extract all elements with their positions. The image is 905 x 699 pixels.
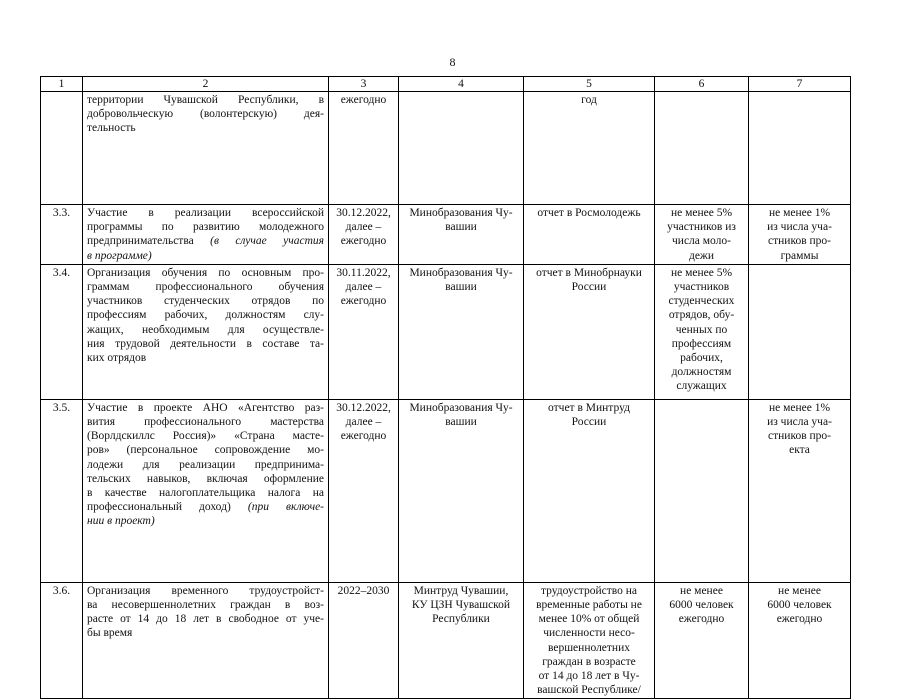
description-line — [87, 486, 324, 500]
responsible-executor-line: вашии — [445, 221, 477, 234]
indicator-primary-line: 6000 человек — [669, 599, 734, 612]
description-text: Участие в реализации всероссийской — [87, 207, 324, 219]
deadline-line: 30.11.2022, — [336, 266, 391, 279]
deadline — [329, 399, 399, 582]
indicator-secondary-line: из числа уча- — [767, 221, 832, 234]
indicator-primary — [655, 205, 749, 265]
description-text: Организация временного трудоустройст- — [87, 584, 324, 597]
measure-description — [83, 399, 329, 582]
column-number: 3 — [329, 77, 399, 92]
description-line — [87, 626, 324, 640]
result-form — [524, 582, 655, 699]
measure-description — [83, 92, 329, 205]
indicator-primary — [655, 92, 749, 205]
measure-description — [83, 582, 329, 699]
indicator-secondary — [749, 92, 851, 205]
page-number: 8 — [449, 55, 456, 69]
description-line — [87, 121, 324, 135]
description-text: ния трудовой деятельности в составе та- — [87, 337, 324, 350]
result-form-line: отчет в Минтруд — [548, 401, 630, 414]
description-text: профессиональный доход) — [87, 501, 248, 514]
indicator-secondary-line: граммы — [780, 249, 819, 262]
column-number: 4 — [399, 77, 524, 92]
column-number: 2 — [83, 77, 329, 92]
indicator-secondary-line: из числа уча- — [767, 416, 832, 429]
description-note: нии в проект) — [87, 515, 155, 528]
responsible-executor — [399, 205, 524, 265]
description-line — [87, 266, 324, 280]
result-form-line: временные работы не — [536, 599, 642, 612]
description-text: ких отрядов — [87, 352, 147, 365]
column-number: 7 — [749, 77, 851, 92]
item-number: 3.3. — [41, 205, 83, 265]
description-text: тельских навыков, включая оформление — [87, 472, 324, 485]
deadline-line: ежегодно — [340, 235, 387, 248]
column-number: 5 — [524, 77, 655, 92]
description-text: профессиям рабочих, должностям слу- — [87, 309, 324, 322]
deadline-line: ежегодно — [340, 295, 387, 308]
measures-table — [40, 76, 851, 699]
responsible-executor-line: Республики — [432, 613, 490, 626]
indicator-primary-line: дежи — [688, 249, 715, 262]
description-line — [87, 612, 324, 626]
description-line — [87, 401, 324, 415]
responsible-executor — [399, 399, 524, 582]
description-text: ров» (персональное сопровождение мо- — [87, 444, 324, 457]
indicator-primary-line: должностям — [671, 366, 732, 379]
description-line — [87, 514, 324, 528]
column-number: 1 — [41, 77, 83, 92]
deadline-line: далее – — [345, 221, 382, 234]
description-line — [87, 206, 324, 220]
item-number: 3.6. — [41, 582, 83, 699]
indicator-secondary — [749, 582, 851, 699]
description-note: в программе) — [87, 249, 152, 262]
description-line — [87, 107, 324, 121]
indicator-primary-line: не менее 5% — [670, 207, 733, 219]
description-line — [87, 294, 324, 308]
indicator-primary-line: участников из — [667, 221, 736, 234]
result-form-line: вершеннолетних — [547, 641, 630, 654]
indicator-secondary-line: екта — [789, 444, 810, 457]
indicator-secondary — [749, 399, 851, 582]
responsible-executor-line: Минобразования Чу- — [409, 266, 513, 279]
indicator-secondary-line: стников про- — [768, 235, 831, 248]
description-line — [87, 443, 324, 457]
description-text: Участие в проекте АНО «Агентство раз- — [87, 401, 324, 414]
result-form-line: отчет в Минобрнауки — [536, 266, 642, 279]
item-number: 3.5. — [41, 399, 83, 582]
indicator-primary-line: участников — [673, 281, 730, 294]
deadline — [329, 92, 399, 205]
table-row — [41, 92, 851, 205]
indicator-secondary — [749, 264, 851, 399]
indicator-secondary-line: стников про- — [768, 430, 831, 443]
table-row — [41, 205, 851, 265]
description-text: тельность — [87, 122, 136, 135]
description-line — [87, 598, 324, 612]
deadline — [329, 582, 399, 699]
indicator-primary-line: не менее 5% — [670, 266, 733, 279]
result-form-line: России — [571, 281, 607, 294]
description-line — [87, 458, 324, 472]
description-text: добровольческую (волонтерскую) дея- — [87, 108, 324, 121]
description-text: расте от 14 до 18 лет в свободное от уче- — [87, 613, 324, 626]
description-line — [87, 220, 324, 234]
description-note: (в случае участия — [210, 235, 324, 248]
indicator-secondary-line: не менее 1% — [768, 401, 831, 414]
description-text: территории Чувашской Республики, в — [87, 94, 324, 106]
deadline — [329, 205, 399, 265]
table-row — [41, 399, 851, 582]
indicator-primary-line: числа моло- — [672, 235, 731, 248]
description-text: в качестве налогоплательщика налога на — [87, 487, 324, 500]
description-text: предпринимательства — [87, 235, 211, 248]
description-line — [87, 429, 324, 443]
responsible-executor — [399, 582, 524, 699]
result-form-line: вашской Республике/ — [537, 684, 641, 697]
indicator-primary-line: ченных по — [675, 323, 728, 336]
indicator-secondary-line: 6000 человек — [767, 599, 832, 612]
description-line — [87, 308, 324, 322]
description-text: (Ворлдскиллс Россия)» «Страна масте- — [87, 430, 324, 443]
description-line — [87, 351, 324, 365]
indicator-secondary-line: ежегодно — [776, 613, 823, 626]
description-text: граммам профессионального обучения — [87, 281, 324, 294]
deadline-line: ежегодно — [340, 430, 387, 443]
description-line — [87, 323, 324, 337]
description-line — [87, 415, 324, 429]
measure-description — [83, 205, 329, 265]
indicator-secondary — [749, 205, 851, 265]
responsible-executor-line: вашии — [445, 416, 477, 429]
description-text: вития профессионального мастерства — [87, 416, 324, 429]
description-line — [87, 93, 324, 107]
responsible-executor-line: Минтруд Чувашии, — [413, 584, 509, 597]
item-number — [41, 92, 83, 205]
responsible-executor-line: вашии — [445, 281, 477, 294]
deadline-line: 30.12.2022, — [336, 207, 391, 219]
description-line — [87, 337, 324, 351]
indicator-primary-line: не менее — [680, 584, 723, 597]
description-line — [87, 280, 324, 294]
deadline-line: 30.12.2022, — [336, 401, 391, 414]
indicator-primary-line: отрядов, обу- — [668, 309, 735, 322]
description-line — [87, 584, 324, 598]
description-text: лодежи для реализации предпринима- — [87, 458, 324, 471]
description-text: Организация обучения по основным про- — [87, 266, 324, 279]
table-row — [41, 582, 851, 699]
indicator-primary-line: ежегодно — [678, 613, 725, 626]
description-line — [87, 234, 324, 248]
result-form — [524, 264, 655, 399]
responsible-executor-line: Минобразования Чу- — [409, 401, 513, 414]
description-note: (при включе- — [247, 501, 324, 514]
responsible-executor-line: КУ ЦЗН Чувашской — [411, 599, 511, 612]
column-number: 6 — [655, 77, 749, 92]
item-number: 3.4. — [41, 264, 83, 399]
description-line — [87, 500, 324, 514]
result-form — [524, 92, 655, 205]
description-line — [87, 472, 324, 486]
table-row — [41, 264, 851, 399]
description-text: участников студенческих отрядов по — [87, 295, 324, 308]
deadline-line: далее – — [345, 416, 382, 429]
deadline — [329, 264, 399, 399]
result-form — [524, 205, 655, 265]
responsible-executor — [399, 264, 524, 399]
result-form — [524, 399, 655, 582]
deadline-line: ежегодно — [340, 94, 387, 106]
description-text: ва несовершеннолетних граждан в воз- — [87, 599, 324, 612]
measure-description — [83, 264, 329, 399]
description-text: жащих, необходимым для осуществле- — [87, 323, 324, 336]
result-form-line: менее 10% от общей — [538, 613, 640, 626]
indicator-secondary-line: не менее — [778, 584, 821, 597]
indicator-primary — [655, 264, 749, 399]
indicator-primary — [655, 582, 749, 699]
indicator-primary-line: профессиям — [671, 337, 732, 350]
indicator-secondary-line: не менее 1% — [768, 207, 831, 219]
result-form-line: год — [581, 94, 597, 106]
column-number-row — [41, 77, 851, 92]
result-form-line: от 14 до 18 лет в Чу- — [538, 670, 640, 683]
responsible-executor-line: Минобразования Чу- — [409, 207, 513, 219]
result-form-line: России — [571, 416, 607, 429]
description-line — [87, 249, 324, 263]
result-form-line: граждан в возрасте — [542, 655, 636, 668]
deadline-line: далее – — [345, 281, 382, 294]
responsible-executor — [399, 92, 524, 205]
result-form-line: отчет в Росмолодежь — [537, 207, 641, 219]
description-text: бы время — [87, 627, 133, 640]
result-form-line: численности несо- — [543, 627, 635, 640]
indicator-primary-line: служащих — [676, 380, 727, 393]
indicator-primary-line: рабочих, — [680, 352, 723, 365]
indicator-primary-line: студенческих — [668, 295, 735, 308]
deadline-line: 2022–2030 — [337, 584, 390, 597]
indicator-primary — [655, 399, 749, 582]
description-text: программы по развитию молодежного — [87, 221, 324, 234]
result-form-line: трудоустройство на — [541, 584, 637, 597]
